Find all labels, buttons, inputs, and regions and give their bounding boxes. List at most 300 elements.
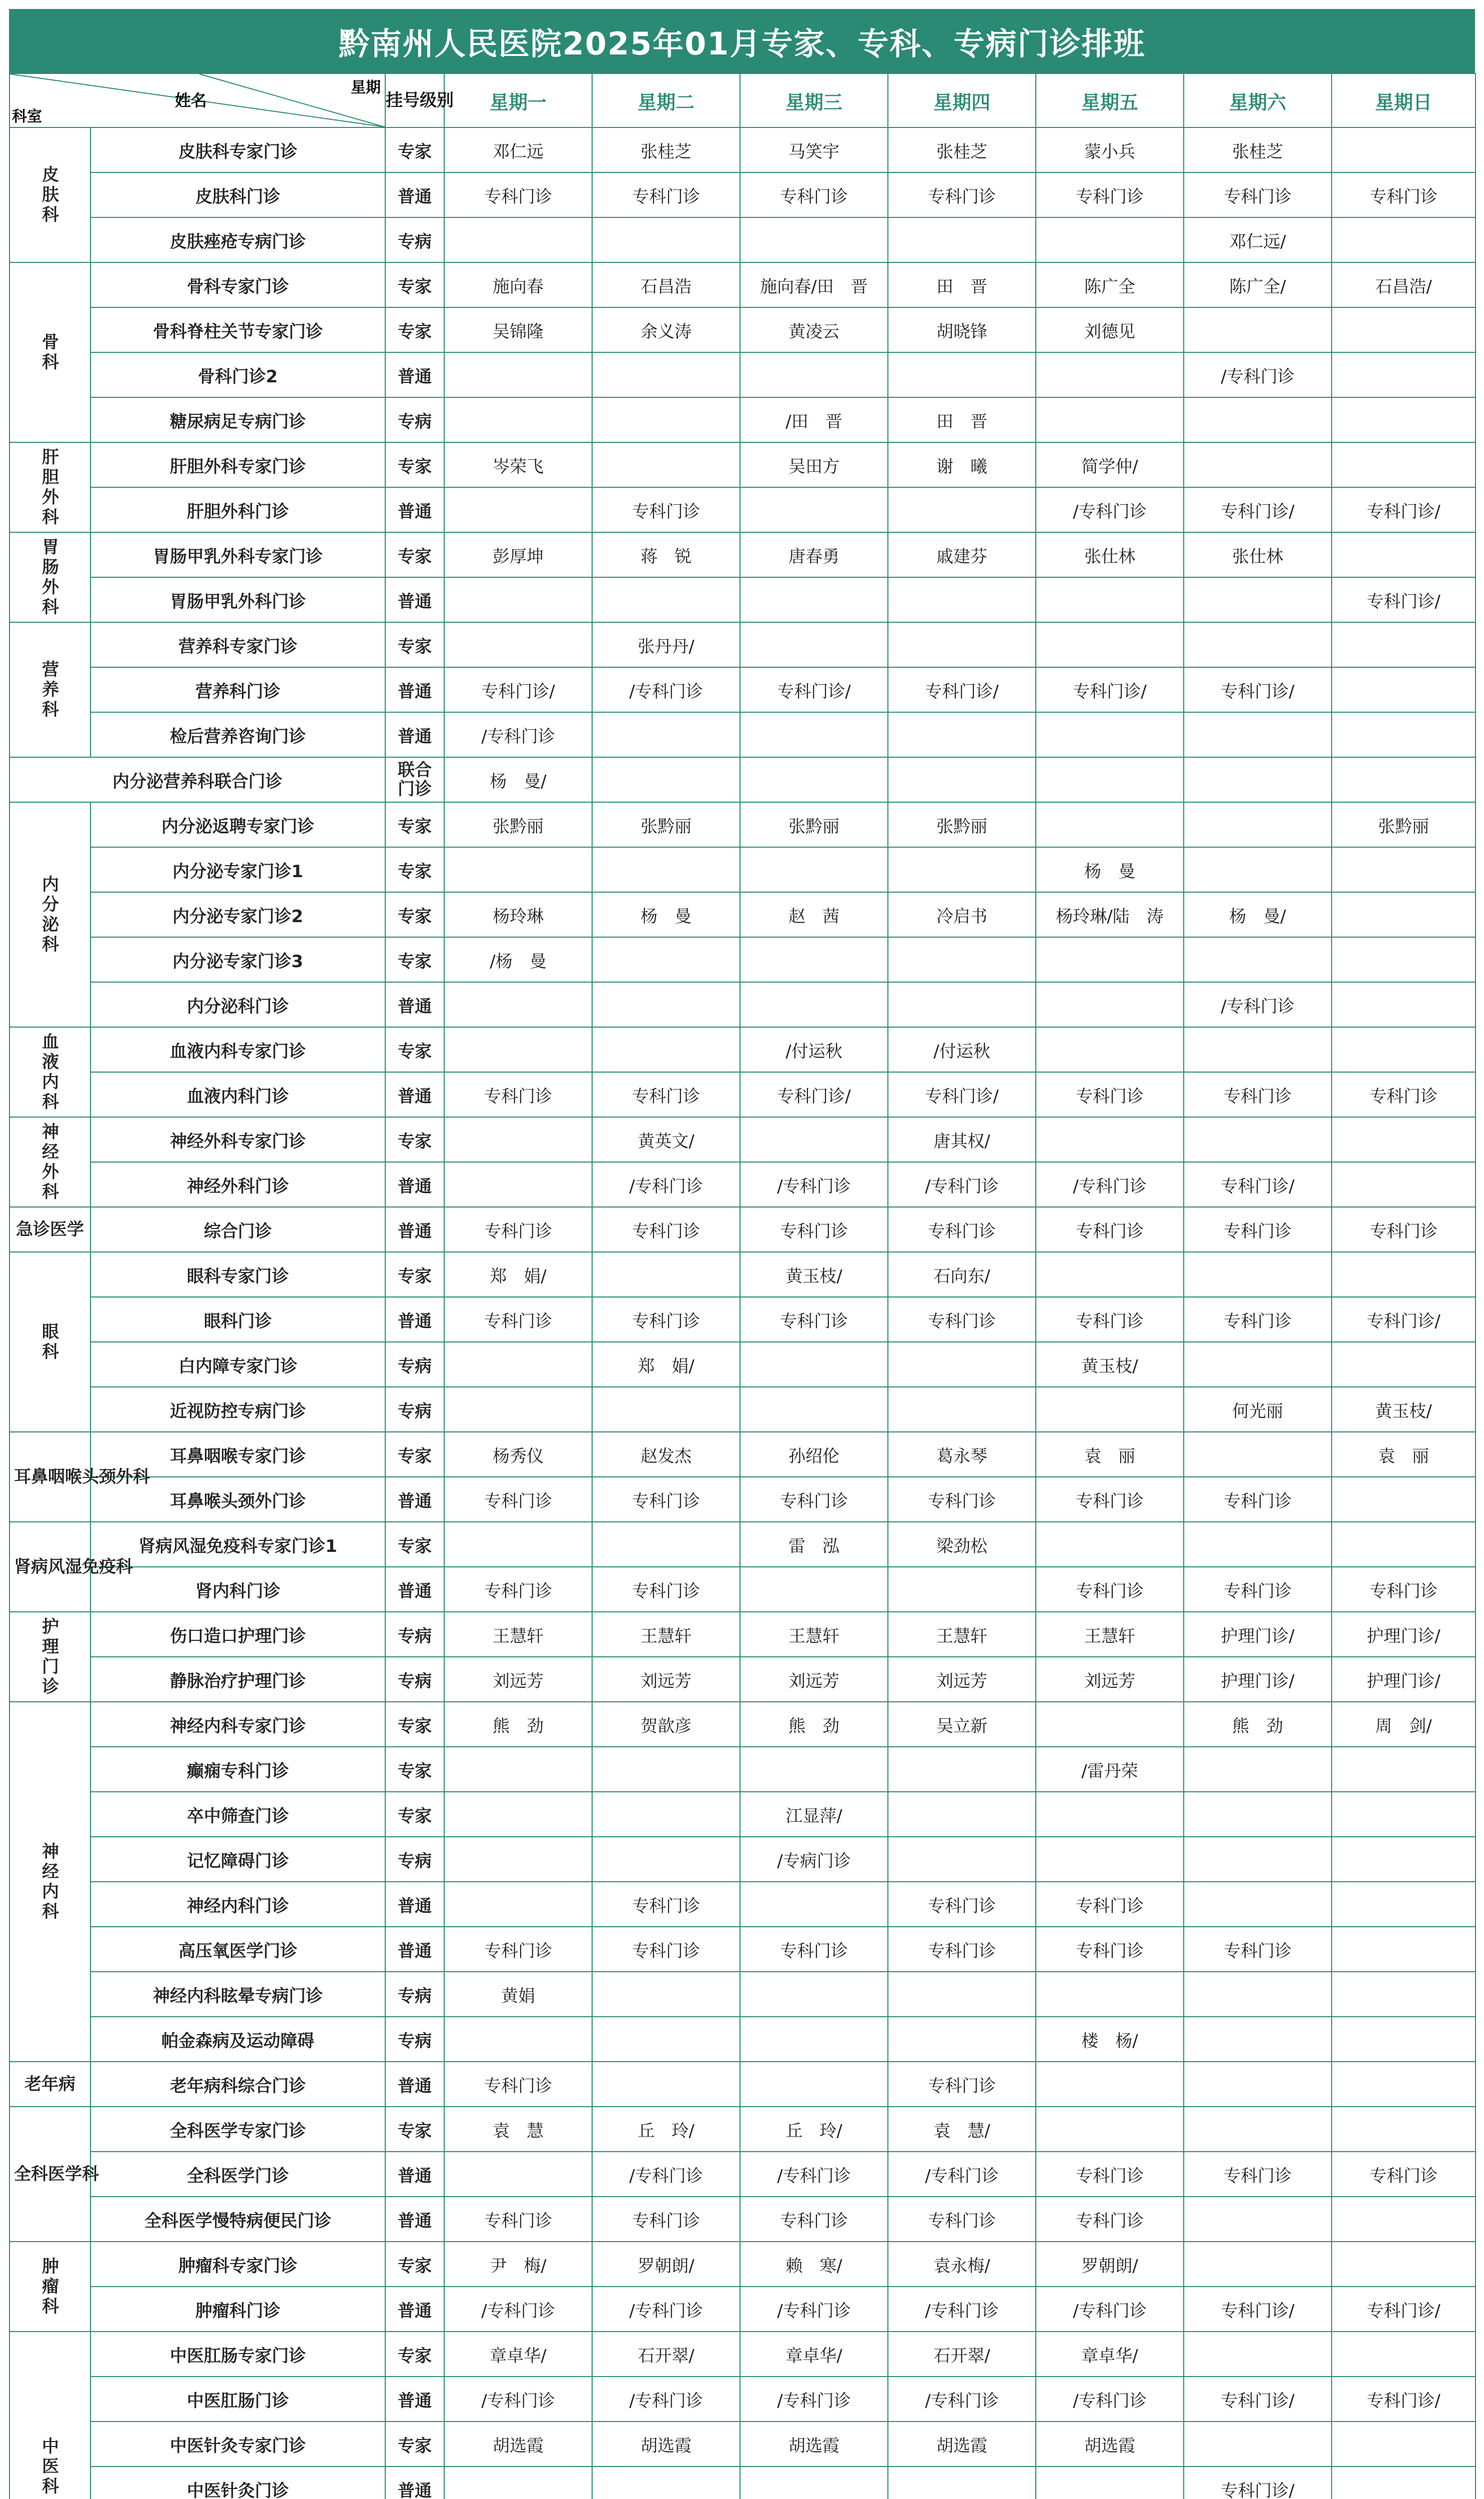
table-row xyxy=(9,1702,1476,1747)
schedule-cell xyxy=(888,1747,1036,1792)
schedule-cell: /专科门诊 xyxy=(592,2377,740,2422)
schedule-cell: 专科门诊 xyxy=(740,172,888,217)
schedule-cell xyxy=(740,577,888,622)
schedule-cell: 陈广全 xyxy=(1036,262,1184,307)
clinic-name: 营养科门诊 xyxy=(90,667,385,712)
registration-level: 专家 xyxy=(385,1747,444,1792)
schedule-cell xyxy=(444,1837,592,1882)
schedule-cell: 专科门诊 xyxy=(592,1927,740,1972)
schedule-cell xyxy=(444,397,592,442)
clinic-name: 骨科专家门诊 xyxy=(90,262,385,307)
registration-level: 专家 xyxy=(385,1117,444,1162)
table-row xyxy=(9,2377,1476,2422)
registration-level: 普通 xyxy=(385,2467,444,2499)
schedule-cell xyxy=(1332,1792,1476,1837)
registration-level: 专病 xyxy=(385,2017,444,2062)
table-row xyxy=(9,217,1476,262)
schedule-cell xyxy=(1036,1702,1184,1747)
clinic-name: 肾内科门诊 xyxy=(90,1567,385,1612)
schedule-cell xyxy=(444,982,592,1027)
schedule-cell xyxy=(1332,712,1476,757)
schedule-cell: 专科门诊 xyxy=(740,1297,888,1342)
schedule-cell xyxy=(1036,802,1184,847)
schedule-cell xyxy=(592,352,740,397)
department-name: 神经外科 xyxy=(9,1117,90,1207)
table-row xyxy=(9,2062,1476,2107)
department-name: 内分泌科 xyxy=(9,802,90,1027)
schedule-cell: 石昌浩/ xyxy=(1332,262,1476,307)
schedule-cell: 专科门诊 xyxy=(1036,1477,1184,1522)
clinic-name: 肝胆外科门诊 xyxy=(90,487,385,532)
table-row xyxy=(9,2017,1476,2062)
schedule-cell: /专科门诊 xyxy=(444,712,592,757)
schedule-cell: 专科门诊 xyxy=(1036,172,1184,217)
schedule-cell xyxy=(444,487,592,532)
clinic-name: 检后营养咨询门诊 xyxy=(90,712,385,757)
schedule-cell xyxy=(592,1747,740,1792)
registration-level: 普通 xyxy=(385,2197,444,2242)
schedule-cell: 专科门诊/ xyxy=(1184,2377,1332,2422)
schedule-cell: 熊 劲 xyxy=(444,1702,592,1747)
schedule-cell: 专科门诊 xyxy=(740,1477,888,1522)
schedule-cell xyxy=(740,982,888,1027)
schedule-cell: 杨 曼/ xyxy=(444,757,592,802)
schedule-cell: 专科门诊 xyxy=(1332,1567,1476,1612)
schedule-cell: 黄英文/ xyxy=(592,1117,740,1162)
schedule-cell xyxy=(1036,1837,1184,1882)
schedule-cell: 蒙小兵 xyxy=(1036,127,1184,172)
department-name: 胃肠外科 xyxy=(9,532,90,622)
schedule-cell: 专科门诊 xyxy=(592,1567,740,1612)
schedule-cell xyxy=(1036,2062,1184,2107)
registration-level: 普通 xyxy=(385,1072,444,1117)
registration-level: 专家 xyxy=(385,2332,444,2377)
registration-level: 专家 xyxy=(385,127,444,172)
schedule-cell xyxy=(1332,1882,1476,1927)
schedule-cell: 张仕林 xyxy=(1184,532,1332,577)
table-row xyxy=(9,847,1476,892)
schedule-cell xyxy=(1332,1477,1476,1522)
schedule-cell xyxy=(888,1792,1036,1837)
schedule-cell xyxy=(1184,577,1332,622)
schedule-cell xyxy=(1332,307,1476,352)
schedule-cell xyxy=(740,1567,888,1612)
schedule-cell xyxy=(592,2062,740,2107)
registration-level: 专家 xyxy=(385,307,444,352)
clinic-name: 综合门诊 xyxy=(90,1207,385,1252)
department-name: 耳鼻咽喉头颈外科 xyxy=(9,1432,90,1522)
schedule-cell: /专科门诊 xyxy=(740,1162,888,1207)
schedule-cell: 刘德见 xyxy=(1036,307,1184,352)
schedule-cell: 章卓华/ xyxy=(740,2332,888,2377)
schedule-cell: /付运秋 xyxy=(888,1027,1036,1072)
registration-level: 普通 xyxy=(385,577,444,622)
schedule-cell xyxy=(592,1252,740,1297)
schedule-cell: /专科门诊 xyxy=(1184,982,1332,1027)
schedule-cell xyxy=(592,1792,740,1837)
schedule-cell: 专科门诊 xyxy=(592,1072,740,1117)
table-row xyxy=(9,1522,1476,1567)
schedule-cell xyxy=(1184,847,1332,892)
schedule-cell: 专科门诊 xyxy=(592,487,740,532)
clinic-name: 肝胆外科专家门诊 xyxy=(90,442,385,487)
schedule-cell: 张桂芝 xyxy=(1184,127,1332,172)
schedule-cell: 王慧轩 xyxy=(740,1612,888,1657)
registration-level: 普通 xyxy=(385,982,444,1027)
schedule-cell xyxy=(444,1027,592,1072)
schedule-cell xyxy=(1332,937,1476,982)
table-row xyxy=(9,1432,1476,1477)
schedule-cell: 田 晋 xyxy=(888,397,1036,442)
schedule-cell xyxy=(740,1117,888,1162)
page-title: 黔南州人民医院2025年01月专家、专科、专病门诊排班 xyxy=(9,9,1475,73)
clinic-name: 神经内科专家门诊 xyxy=(90,1702,385,1747)
schedule-cell: 专科门诊 xyxy=(740,2197,888,2242)
table-row xyxy=(9,2197,1476,2242)
schedule-cell: 简学仲/ xyxy=(1036,442,1184,487)
schedule-cell: 专科门诊 xyxy=(888,1927,1036,1972)
schedule-cell: 邓仁远 xyxy=(444,127,592,172)
schedule-cell xyxy=(1332,2242,1476,2287)
schedule-cell xyxy=(1036,982,1184,1027)
schedule-cell xyxy=(888,487,1036,532)
schedule-cell: 专科门诊/ xyxy=(740,667,888,712)
schedule-cell: 专科门诊 xyxy=(444,1072,592,1117)
table-row xyxy=(9,2467,1476,2499)
schedule-cell: 专科门诊 xyxy=(1184,172,1332,217)
registration-level: 专家 xyxy=(385,622,444,667)
registration-level: 专家 xyxy=(385,442,444,487)
schedule-cell: 张仕林 xyxy=(1036,532,1184,577)
clinic-name: 内分泌科门诊 xyxy=(90,982,385,1027)
schedule-cell xyxy=(444,217,592,262)
schedule-cell: 胡选霞 xyxy=(740,2422,888,2467)
registration-level: 专家 xyxy=(385,532,444,577)
schedule-cell: 专科门诊/ xyxy=(888,667,1036,712)
schedule-cell: 专科门诊 xyxy=(1184,1927,1332,1972)
registration-level: 专病 xyxy=(385,1387,444,1432)
registration-level: 普通 xyxy=(385,2377,444,2422)
schedule-cell xyxy=(1332,2332,1476,2377)
schedule-cell: 护理门诊/ xyxy=(1332,1612,1476,1657)
schedule-cell xyxy=(1184,1432,1332,1477)
schedule-cell xyxy=(592,982,740,1027)
schedule-cell xyxy=(888,757,1036,802)
clinic-name: 伤口造口护理门诊 xyxy=(90,1612,385,1657)
schedule-cell: 田 晋 xyxy=(888,262,1036,307)
schedule-cell: 丘 玲/ xyxy=(592,2107,740,2152)
schedule-cell: 冷启书 xyxy=(888,892,1036,937)
schedule-cell xyxy=(444,1882,592,1927)
schedule-cell: /专科门诊 xyxy=(740,2287,888,2332)
schedule-cell: 专科门诊 xyxy=(444,1477,592,1522)
schedule-cell: 专科门诊 xyxy=(888,2062,1036,2107)
schedule-cell: 石开翠/ xyxy=(592,2332,740,2377)
department-name: 神经内科 xyxy=(9,1702,90,2062)
registration-level: 专家 xyxy=(385,1792,444,1837)
clinic-name: 卒中筛查门诊 xyxy=(90,1792,385,1837)
table-row xyxy=(9,1252,1476,1297)
schedule-cell xyxy=(1184,1252,1332,1297)
clinic-name: 神经内科眩晕专病门诊 xyxy=(90,1972,385,2017)
schedule-cell: 杨玲琳/陆 涛 xyxy=(1036,892,1184,937)
schedule-cell xyxy=(1332,982,1476,1027)
table-row xyxy=(9,442,1476,487)
table-row xyxy=(9,352,1476,397)
table-row xyxy=(9,937,1476,982)
clinic-name: 骨科门诊2 xyxy=(90,352,385,397)
schedule-cell: 刘远芳 xyxy=(888,1657,1036,1702)
schedule-cell: 专科门诊 xyxy=(1332,172,1476,217)
schedule-cell: 专科门诊 xyxy=(888,172,1036,217)
schedule-cell xyxy=(1332,1252,1476,1297)
schedule-cell xyxy=(444,2152,592,2197)
schedule-cell xyxy=(1184,1972,1332,2017)
schedule-cell xyxy=(1332,2062,1476,2107)
schedule-cell: 专科门诊 xyxy=(1036,1072,1184,1117)
schedule-cell: 张黔丽 xyxy=(444,802,592,847)
table-row xyxy=(9,262,1476,307)
clinic-name: 神经内科门诊 xyxy=(90,1882,385,1927)
schedule-cell: 何光丽 xyxy=(1184,1387,1332,1432)
schedule-cell: 孙绍伦 xyxy=(740,1432,888,1477)
registration-level: 专病 xyxy=(385,1657,444,1702)
schedule-cell: 郑 娟/ xyxy=(444,1252,592,1297)
schedule-cell: /杨 曼 xyxy=(444,937,592,982)
header-day: 星期五 xyxy=(1036,73,1184,127)
schedule-cell: 胡晓锋 xyxy=(888,307,1036,352)
schedule-cell: 专科门诊 xyxy=(1036,1882,1184,1927)
schedule-cell: 石向东/ xyxy=(888,1252,1036,1297)
schedule-cell xyxy=(1332,532,1476,577)
schedule-cell xyxy=(592,577,740,622)
clinic-name: 肿瘤科专家门诊 xyxy=(90,2242,385,2287)
table-row xyxy=(9,1297,1476,1342)
registration-level: 专病 xyxy=(385,1972,444,2017)
registration-level: 专病 xyxy=(385,1837,444,1882)
schedule-cell: 专科门诊 xyxy=(1332,1072,1476,1117)
header-row xyxy=(9,73,1476,127)
schedule-cell xyxy=(444,2467,592,2499)
table-row xyxy=(9,1747,1476,1792)
schedule-cell xyxy=(1184,2017,1332,2062)
clinic-name: 皮肤痤疮专病门诊 xyxy=(90,217,385,262)
schedule-cell: /专科门诊 xyxy=(1036,1162,1184,1207)
schedule-cell xyxy=(1332,847,1476,892)
schedule-cell: /专科门诊 xyxy=(740,2377,888,2422)
schedule-cell: 专科门诊/ xyxy=(1332,2287,1476,2332)
schedule-cell xyxy=(888,577,1036,622)
table-row xyxy=(9,397,1476,442)
schedule-cell xyxy=(1036,622,1184,667)
schedule-cell xyxy=(444,577,592,622)
clinic-name: 营养科专家门诊 xyxy=(90,622,385,667)
registration-level: 专病 xyxy=(385,397,444,442)
schedule-cell: /专科门诊 xyxy=(888,2152,1036,2197)
table-row xyxy=(9,667,1476,712)
schedule-cell xyxy=(740,2017,888,2062)
schedule-cell: 唐春勇 xyxy=(740,532,888,577)
schedule-cell: /雷丹荣 xyxy=(1036,1747,1184,1792)
schedule-cell: 专科门诊 xyxy=(1184,2152,1332,2197)
table-row xyxy=(9,172,1476,217)
schedule-cell: 专科门诊 xyxy=(444,1297,592,1342)
schedule-cell: 专科门诊 xyxy=(1036,1297,1184,1342)
clinic-name: 胃肠甲乳外科门诊 xyxy=(90,577,385,622)
schedule-cell xyxy=(1036,2107,1184,2152)
schedule-cell: 赖 寒/ xyxy=(740,2242,888,2287)
schedule-cell xyxy=(444,1342,592,1387)
schedule-cell: 吴立新 xyxy=(888,1702,1036,1747)
registration-level: 普通 xyxy=(385,1882,444,1927)
schedule-cell xyxy=(1184,307,1332,352)
clinic-name: 内分泌营养科联合门诊 xyxy=(9,757,385,802)
schedule-cell xyxy=(444,1792,592,1837)
schedule-cell: 专科门诊 xyxy=(1332,1207,1476,1252)
schedule-cell: 张黔丽 xyxy=(740,802,888,847)
header-day: 星期二 xyxy=(592,73,740,127)
schedule-cell xyxy=(444,352,592,397)
schedule-cell xyxy=(1036,1252,1184,1297)
schedule-cell: 黄玉枝/ xyxy=(1036,1342,1184,1387)
schedule-cell xyxy=(1184,757,1332,802)
schedule-cell xyxy=(1036,712,1184,757)
schedule-cell: 护理门诊/ xyxy=(1332,1657,1476,1702)
schedule-cell: 葛永琴 xyxy=(888,1432,1036,1477)
table-row xyxy=(9,982,1476,1027)
schedule-cell: /专科门诊 xyxy=(444,2287,592,2332)
schedule-cell xyxy=(592,1972,740,2017)
schedule-cell xyxy=(888,1567,1036,1612)
registration-level: 普通 xyxy=(385,1567,444,1612)
table-row xyxy=(9,1117,1476,1162)
schedule-cell xyxy=(592,757,740,802)
header-level: 挂号级别 xyxy=(385,73,444,127)
schedule-cell xyxy=(1332,2017,1476,2062)
schedule-cell xyxy=(444,847,592,892)
corner-week-label: 星期 xyxy=(351,79,381,96)
schedule-cell: 专科门诊 xyxy=(1184,1207,1332,1252)
registration-level: 专病 xyxy=(385,217,444,262)
table-row xyxy=(9,532,1476,577)
table-row xyxy=(9,1342,1476,1387)
schedule-cell xyxy=(1036,937,1184,982)
schedule-cell: 张黔丽 xyxy=(592,802,740,847)
clinic-name: 肿瘤科门诊 xyxy=(90,2287,385,2332)
schedule-cell: 戚建芬 xyxy=(888,532,1036,577)
schedule-cell: 专科门诊/ xyxy=(1184,487,1332,532)
schedule-cell: /专科门诊 xyxy=(1184,352,1332,397)
registration-level: 联合门诊 xyxy=(385,757,444,802)
schedule-cell: 专科门诊 xyxy=(1036,1207,1184,1252)
schedule-cell: 梁劲松 xyxy=(888,1522,1036,1567)
schedule-cell: 专科门诊 xyxy=(444,2062,592,2107)
department-name: 骨科 xyxy=(9,262,90,442)
schedule-cell: 王慧轩 xyxy=(1036,1612,1184,1657)
schedule-cell xyxy=(1184,1747,1332,1792)
schedule-cell xyxy=(592,397,740,442)
registration-level: 专家 xyxy=(385,2107,444,2152)
schedule-cell xyxy=(1184,622,1332,667)
schedule-cell: 专科门诊 xyxy=(888,1207,1036,1252)
schedule-cell xyxy=(888,982,1036,1027)
table-row xyxy=(9,2242,1476,2287)
registration-level: 普通 xyxy=(385,2062,444,2107)
schedule-cell: 专科门诊 xyxy=(1332,2152,1476,2197)
schedule-cell: 张黔丽 xyxy=(1332,802,1476,847)
schedule-cell: 专科门诊 xyxy=(888,1882,1036,1927)
table-row xyxy=(9,1837,1476,1882)
table-row xyxy=(9,2152,1476,2197)
schedule-cell: 张桂芝 xyxy=(888,127,1036,172)
schedule-cell xyxy=(1332,1837,1476,1882)
schedule-cell: 熊 劲 xyxy=(1184,1702,1332,1747)
schedule-cell: 罗朝朗/ xyxy=(592,2242,740,2287)
schedule-cell xyxy=(1332,397,1476,442)
header-day: 星期一 xyxy=(444,73,592,127)
clinic-name: 记忆障碍门诊 xyxy=(90,1837,385,1882)
schedule-cell xyxy=(740,1342,888,1387)
schedule-cell: /专科门诊 xyxy=(1036,2377,1184,2422)
clinic-name: 内分泌专家门诊2 xyxy=(90,892,385,937)
table-row xyxy=(9,1612,1476,1657)
schedule-cell: 护理门诊/ xyxy=(1184,1657,1332,1702)
schedule-cell: 专科门诊 xyxy=(888,1477,1036,1522)
schedule-table xyxy=(9,73,1476,2499)
registration-level: 普通 xyxy=(385,1927,444,1972)
schedule-cell: 吴锦隆 xyxy=(444,307,592,352)
schedule-cell xyxy=(740,847,888,892)
schedule-cell: 施向春/田 晋 xyxy=(740,262,888,307)
schedule-cell: /专科门诊 xyxy=(888,1162,1036,1207)
schedule-cell: 唐其权/ xyxy=(888,1117,1036,1162)
table-row xyxy=(9,2332,1476,2377)
schedule-cell xyxy=(1332,2107,1476,2152)
clinic-name: 近视防控专病门诊 xyxy=(90,1387,385,1432)
schedule-cell: 熊 劲 xyxy=(740,1702,888,1747)
registration-level: 专家 xyxy=(385,1522,444,1567)
schedule-cell xyxy=(444,1162,592,1207)
schedule-cell xyxy=(1036,1117,1184,1162)
schedule-cell: 尹 梅/ xyxy=(444,2242,592,2287)
clinic-name: 神经外科专家门诊 xyxy=(90,1117,385,1162)
schedule-cell xyxy=(740,2062,888,2107)
schedule-cell xyxy=(1036,1522,1184,1567)
table-row xyxy=(9,1567,1476,1612)
schedule-cell xyxy=(740,1882,888,1927)
header-day: 星期三 xyxy=(740,73,888,127)
clinic-name: 高压氧医学门诊 xyxy=(90,1927,385,1972)
schedule-cell xyxy=(1332,127,1476,172)
schedule-cell: 专科门诊/ xyxy=(888,1072,1036,1117)
schedule-cell xyxy=(888,712,1036,757)
table-row xyxy=(9,622,1476,667)
schedule-cell: 邓仁远/ xyxy=(1184,217,1332,262)
schedule-cell: 余义涛 xyxy=(592,307,740,352)
clinic-name: 内分泌返聘专家门诊 xyxy=(90,802,385,847)
schedule-cell xyxy=(1184,1522,1332,1567)
schedule-cell: 陈广全/ xyxy=(1184,262,1332,307)
schedule-cell xyxy=(1184,2242,1332,2287)
schedule-cell xyxy=(592,937,740,982)
schedule-cell xyxy=(1332,1747,1476,1792)
schedule-cell xyxy=(1184,2062,1332,2107)
registration-level: 专家 xyxy=(385,1252,444,1297)
clinic-name: 血液内科专家门诊 xyxy=(90,1027,385,1072)
schedule-cell: 专科门诊 xyxy=(1036,2197,1184,2242)
registration-level: 普通 xyxy=(385,1207,444,1252)
schedule-cell xyxy=(1332,1972,1476,2017)
